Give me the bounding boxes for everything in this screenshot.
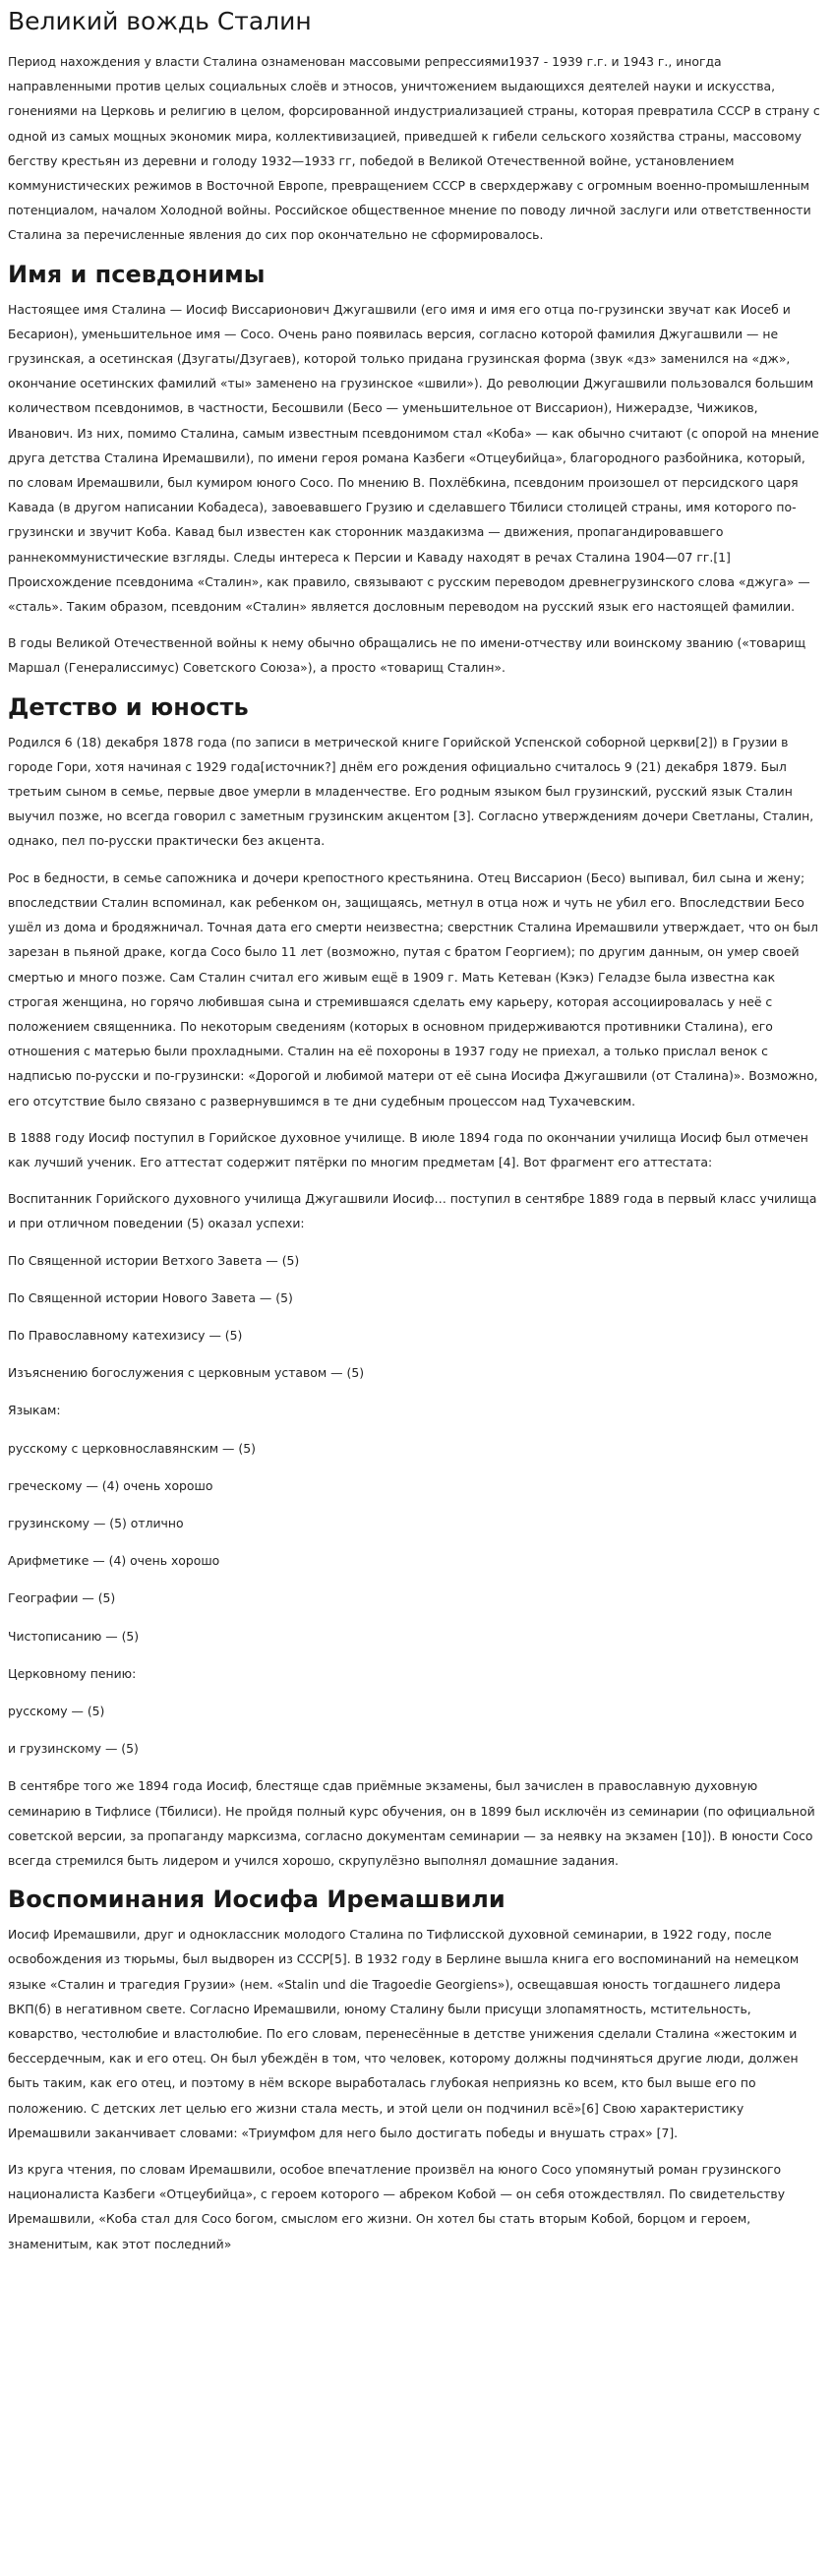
page-title: Великий вождь Сталин	[8, 7, 312, 35]
grade-item: По Священной истории Нового Завета — (5)	[8, 1289, 293, 1305]
grade-item: грузинскому — (5) отлично	[8, 1515, 184, 1530]
paragraph: Настоящее имя Сталина — Иосиф Виссарионович Джугашвили (его имя и имя его отца по-грузински звучат как Иосеб и Бесарион), уменьшительное имя — Сосо. Очень рано появилась версия, согласно которой фамилия Джугашвили — не грузинская, а осетинская (Дзугаты/Дзугаев), которой только придана грузинская форма (звук «дз» заменился на «дж», окончание осетинских фамилий «ты» заменено на грузинское «швили»). До революции Джугашвили пользовался большим количеством псевдонимов, в частности, Бесошвили (Бесо — уменьшительное от Виссарион), Нижерадзе, Чижиков, Иванович. Из них, помимо Сталина, самым известным псевдонимом стал «Коба» — как обычно считают (с опорой на мнение друга детства Сталина Иремашвили), по имени героя романа Казбеги «Отцеубийца», благородного разбойника, который, по словам Иремашвили, был кумиром юного Сосо. По мнению В. Похлёбкина, псевдоним произошел от персидского царя Кавада (в другом написании Кобадеса), завоевавшего Грузию и сделавшего Тбилиси столицей страны, имя которого по-грузински и звучит Коба. Кавад был известен как сторонник маздакизма — движения, пропагандировавшего раннекоммунистические взгляды. Следы интереса к Персии и Каваду находят в речах Сталина 1904—07 гг.[1] Происхождение псевдонима «Сталин», как правило, связывают с русским переводом древнегрузинского слова «джуга» — «сталь». Таким образом, псевдоним «Сталин» является дословным переводом на русский язык его настоящей фамилии.	[8, 301, 819, 615]
grade-item: греческому — (4) очень хорошо	[8, 1477, 213, 1493]
section-heading-memoirs: Воспоминания Иосифа Иремашвили	[8, 1886, 506, 1914]
grade-item: По Православному катехизису — (5)	[8, 1327, 243, 1343]
grade-item: Чистописанию — (5)	[8, 1628, 140, 1644]
paragraph: Рос в бедности, в семье сапожника и дочери крепостного крестьянина. Отец Виссарион (Бесо) выпивал, бил сына и жену; впоследствии Сталин вспоминал, как ребенком он, защищаясь, метнул в отца нож и чуть не убил его. Впоследствии Бесо ушёл из дома и бродяжничал. Точная дата его смерти неизвестна; сверстник Сталина Иремашвили утверждает, что он был зарезан в пьяной драке, когда Сосо было 11 лет (возможно, путая с братом Георгием); по другим данным, он умер своей смертью и много позже. Сам Сталин считал его живым ещё в 1909 г. Мать Кетеван (Кэкэ) Геладзе была известна как строгая женщина, но горячо любившая сына и стремившаяся сделать ему карьеру, которая ассоциировалась у неё с положением священника. По некоторым сведениям (которых в основном придерживаются противники Сталина), его отношения с матерью были прохладными. Сталин на её похороны в 1937 году не приехал, а только прислал венок с надписью по-русски и по-грузински: «Дорогой и любимой матери от её сына Иосифа Джугашвили (от Сталина)». Возможно, его отсутствие было связано с развернувшимся в те дни судебным процессом над Тухачевским.	[8, 869, 818, 1108]
grade-item: Географии — (5)	[8, 1590, 116, 1606]
paragraph: Из круга чтения, по словам Иремашвили, особое впечатление произвёл на юного Сосо упомянутый роман грузинского националиста Казбеги «Отцеубийца», с героем которого — абреком Кобой — он себя отождествлял. По свидетельству Иремашвили, «Коба стал для Сосо богом, смыслом его жизни. Он хотел бы стать вторым Кобой, борцом и героем, знаменитым, как этот последний»	[8, 2162, 786, 2251]
grade-item: Церковному пению:	[8, 1665, 137, 1681]
grade-item: Изъяснению богослужения с церковным уставом — (5)	[8, 1365, 365, 1381]
paragraph: Родился 6 (18) декабря 1878 года (по записи в метрической книге Горийской Успенской соборной церкви[2]) в Грузии в городе Гори, хотя начиная с 1929 года[источник?] днём его рождения официально считалось 9 (21) декабря 1879. Был третьим сыном в семье, первые двое умерли в младенчестве. Его родным языком был грузинский, русский язык Сталин выучил позже, но всегда говорил с заметным грузинским акцентом [3]. Согласно утверждениям дочери Светланы, Сталин, однако, пел по-русски практически без акцента.	[8, 734, 814, 849]
grade-item: русскому с церковнославянским — (5)	[8, 1440, 256, 1456]
paragraph: В сентябре того же 1894 года Иосиф, блестяще сдав приёмные экзамены, был зачислен в православную духовную семинарию в Тифлисе (Тбилиси). Не пройдя полный курс обучения, он в 1899 был исключён из семинарии (по официальной советской версии, за пропаганду марксизма, согласно документам семинарии — за неявку на экзамен [10]). В юности Сосо всегда стремился быть лидером и учился хорошо, скрупулёзно выполнял домашние задания.	[8, 1778, 815, 1868]
paragraph: В годы Великой Отечественной войны к нему обычно обращались не по имени-отчеству или воинскому званию («товарищ Маршал (Генералиссимус) Советского Союза»), а просто «товарищ Сталин».	[8, 635, 806, 676]
section-heading-childhood: Детство и юность	[8, 692, 249, 721]
paragraph: В 1888 году Иосиф поступил в Горийское духовное училище. В июле 1894 года по окончании училища Иосиф был отмечен как лучший ученик. Его аттестат содержит пятёрки по многим предметам [4]. Вот фрагмент его аттестата:	[8, 1129, 808, 1169]
paragraph: Воспитанник Горийского духовного училища Джугашвили Иосиф… поступил в сентябре 1889 года в первый класс училища и при отличном поведении (5) оказал успехи:	[8, 1191, 817, 1231]
grade-item: русскому — (5)	[8, 1703, 105, 1718]
grade-item: и грузинскому — (5)	[8, 1741, 139, 1757]
paragraph: Иосиф Иремашвили, друг и одноклассник молодого Сталина по Тифлисской духовной семинарии, в 1922 году, после освобождения из тюрьмы, был выдворен из СССР[5]. В 1932 году в Берлине вышла книга его воспоминаний на немецком языке «Сталин и трагедия Грузии» (нем. «Stalin und die Tragoedie Georgiens»), освещавшая юность тогдашнего лидера ВКП(б) в негативном свете. Согласно Иремашвили, юному Сталину были присущи злопамятность, мстительность, коварство, честолюбие и властолюбие. По его словам, перенесённые в детстве унижения сделали Сталина «жестоким и бессердечным, как и его отец. Он был убеждён в том, что человек, которому должны подчиняться другие люди, должен быть таким, как его отец, и поэтому в нём вскоре выработалась глубокая неприязнь ко всем, кто был выше его по положению. С детских лет целью его жизни стала месть, и этой цели он подчинил всё»[6] Свою характеристику Иремашвили заканчивает словами: «Триумфом для него было достигать победы и внушать страх» [7].	[8, 1927, 800, 2140]
grade-item: По Священной истории Ветхого Завета — (5)	[8, 1252, 300, 1268]
intro-paragraph: Период нахождения у власти Сталина ознаменован массовыми репрессиями1937 - 1939 г.г. и 1943 г., иногда направленными против целых социальных слоёв и этносов, уничтожением выдающихся деятелей науки и искусства, гонениями на Церковь и религию в целом, форсированной индустриализацией страны, которая превратила СССР в страну с одной из самых мощных экономик мира, коллективизацией, приведшей к гибели сельского хозяйства страны, массовому бегству крестьян из деревни и голоду 1932—1933 гг, победой в Великой Отечественной войне, установлением коммунистических режимов в Восточной Европе, превращением СССР в сверхдержаву с огромным военно-промышленным потенциалом, началом Холодной войны. Российское общественное мнение по поводу личной заслуги или ответственности Сталина за перечисленные явления до сих пор окончательно не сформировалось.	[8, 54, 820, 243]
grade-item: Языкам:	[8, 1403, 61, 1418]
section-heading-names: Имя и псевдонимы	[8, 260, 266, 288]
grades-list	[8, 1248, 823, 1762]
grade-item: Арифметике — (4) очень хорошо	[8, 1553, 220, 1569]
